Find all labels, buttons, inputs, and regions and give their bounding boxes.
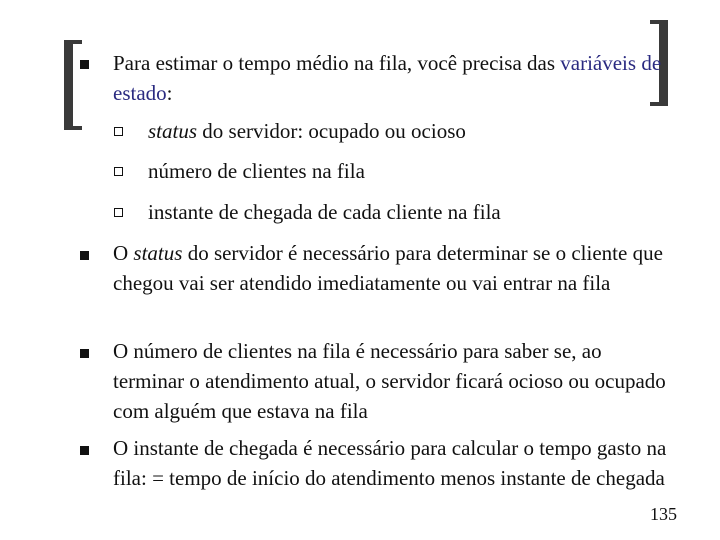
sub-bullet-queue-count: número de clientes na fila: [148, 159, 365, 183]
bullet-state-variables: [113, 48, 673, 108]
sub-bullet-text: do servidor: ocupado ou ocioso: [197, 119, 466, 143]
bullet-text: O: [113, 241, 134, 265]
square-bullet-icon: [80, 446, 89, 455]
square-bullet-icon: [80, 251, 89, 260]
status-italic: status: [148, 119, 198, 143]
hollow-square-bullet-icon: [114, 127, 123, 136]
square-bullet-icon: [80, 349, 89, 358]
square-bullet-icon: [80, 60, 89, 69]
bullet-text: do servidor é necessário para determinar se o cliente que chegou vai ser atendido imediatamente ou vai entrar na fila: [113, 241, 663, 295]
sub-bullet-server-status: [148, 116, 668, 146]
bullet-text-colon: :: [166, 81, 173, 105]
hollow-square-bullet-icon: [114, 208, 123, 217]
bullet-queue-count: O número de clientes na fila é necessário para saber se, ao terminar o atendimento atual, o servidor ficará ocioso ou ocupado com alguém que estava na fila: [113, 339, 666, 423]
left-bracket-decoration: [64, 40, 82, 130]
bullet-arrival-time: O instante de chegada é necessário para calcular o tempo gasto na fila: = tempo de início do atendimento menos instante de chegada: [113, 436, 667, 490]
sub-bullet-arrival-time: instante de chegada de cada cliente na fila: [148, 200, 501, 224]
page-number: 135: [650, 504, 677, 524]
hollow-square-bullet-icon: [114, 167, 123, 176]
bullet-text: Para estimar o tempo médio na fila, você precisa das: [113, 51, 561, 75]
state-variables-link[interactable]: variáveis de estado: [113, 51, 662, 105]
bullet-server-status: [113, 238, 673, 298]
status-italic: status: [133, 241, 183, 265]
